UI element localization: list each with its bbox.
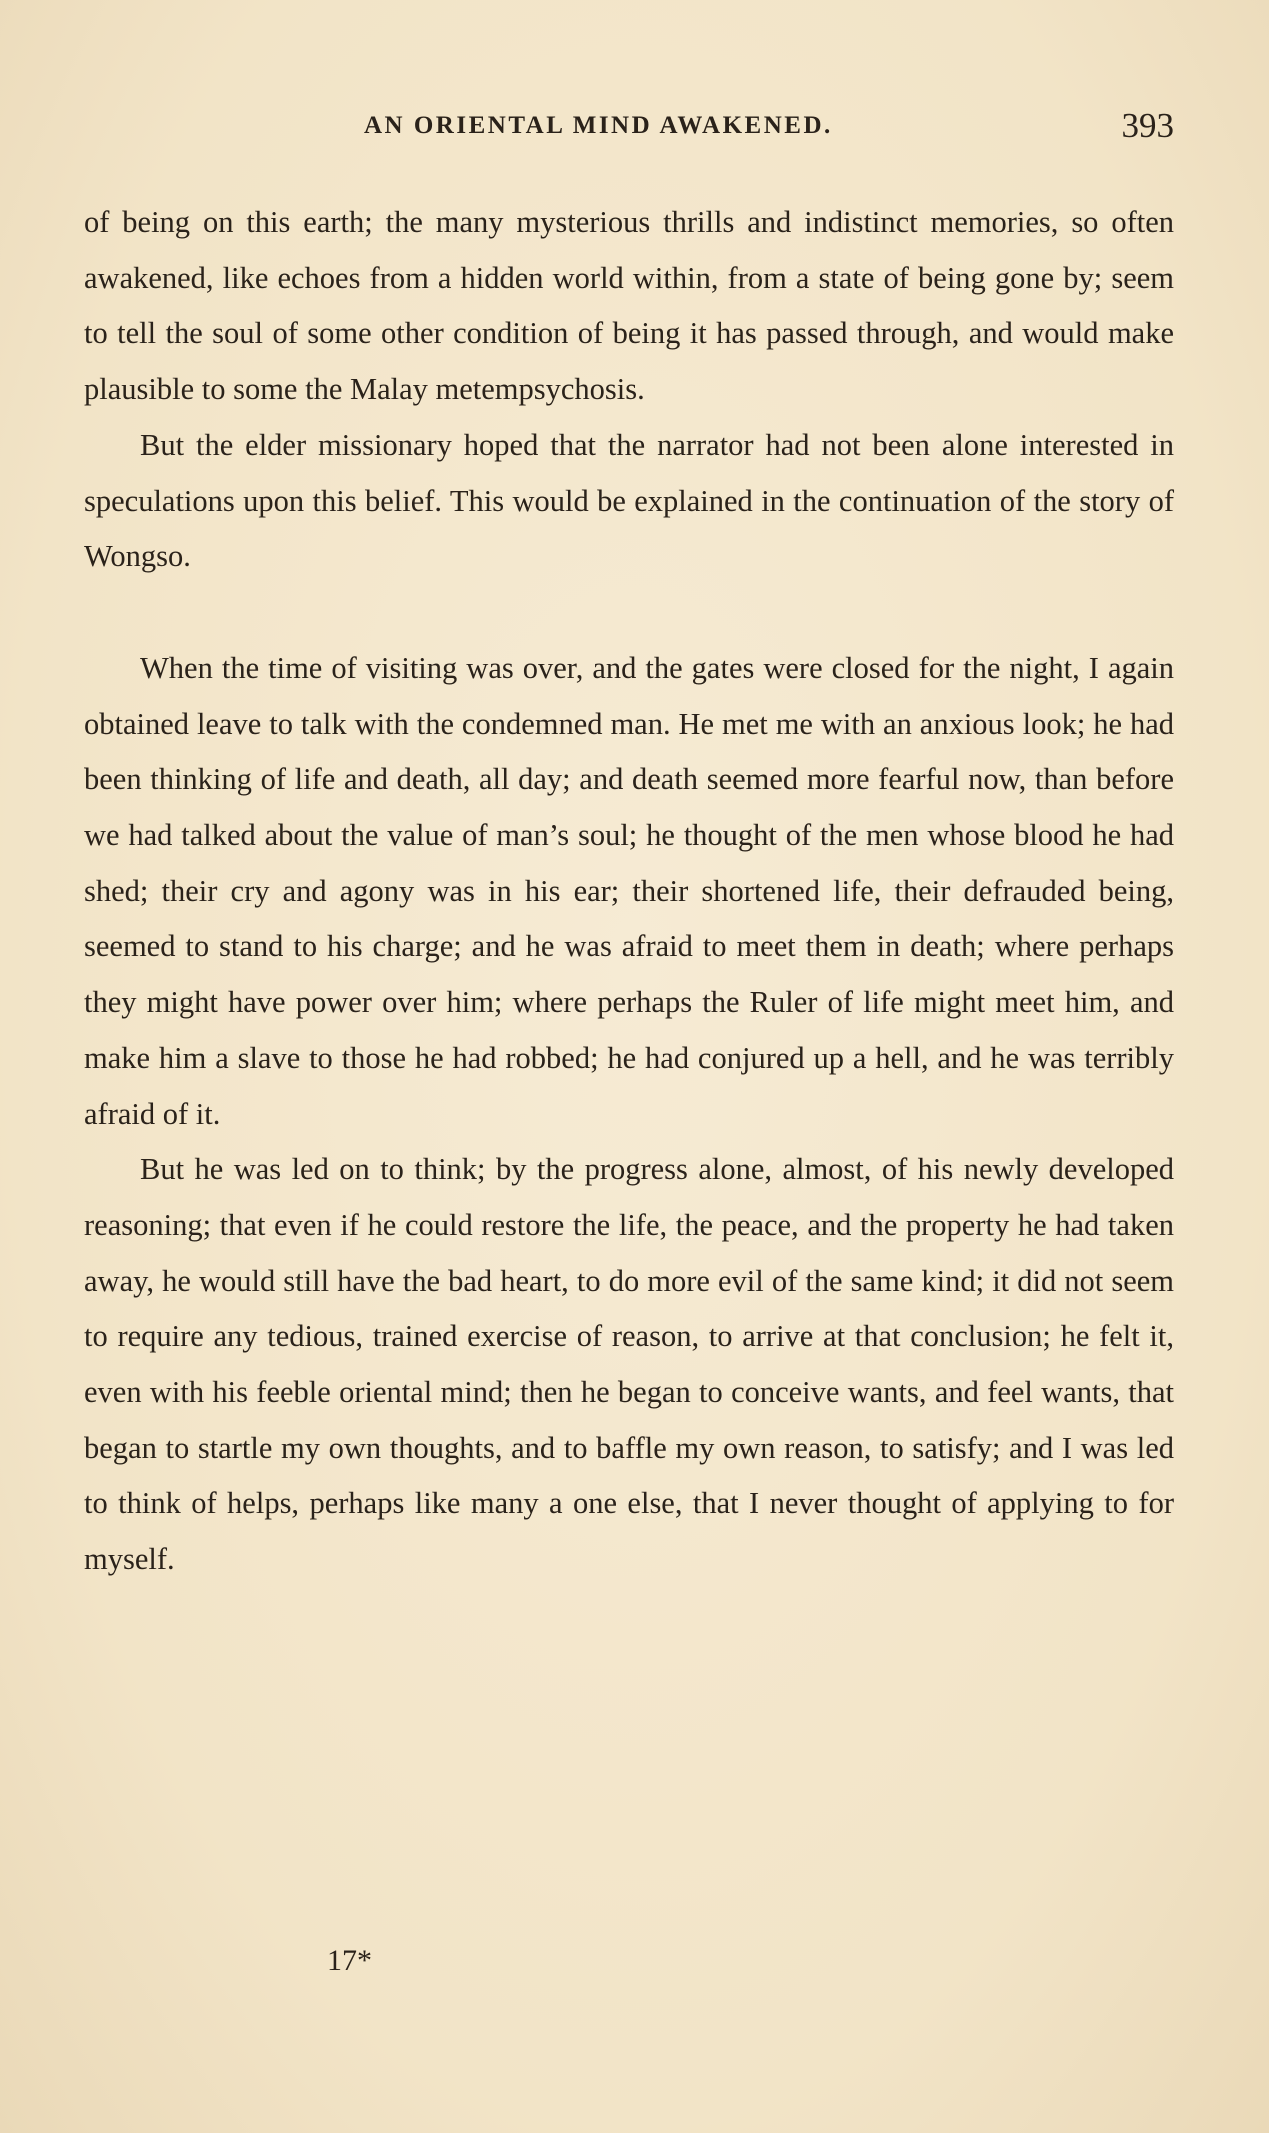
paragraph-elder-missionary: But the elder missionary hoped that the narrator had not been alone interested in speculations upon this belief. This would be explained in the continuation of the story of Wongso. [84,427,1174,574]
running-head [84,106,1174,152]
section-break [84,585,1174,641]
paragraph-continuation: of being on this earth; the many mysterious thrills and indistinct memories, so often awakened, like echoes from a hidden world within, from a state of being gone by; seem to tell the soul of some other condition of being it has passed through, and would make plausible to some the Malay metempsychosis. [84,205,1174,407]
paragraph-led-to-think: But he was led on to think; by the progress alone, almost, of his newly developed reasoning; that even if he could restore the life, the peace, and the property he had taken away, he would still have the bad heart, to do more evil of the same kind; it did not seem to require any tedious, trained exercise of reason, to arrive at that conclusion; he felt it, even with his feeble oriental mind; then he began to conceive wants, and feel wants, that began to startle my own thoughts, and to baffle my own reason, to satisfy; and I was led to think of helps, perhaps like many a one else, that I never thought of applying to for myself. [84,1152,1174,1577]
body-text [84,195,1174,1588]
page-number: 393 [1121,106,1174,145]
running-title: AN ORIENTAL MIND AWAKENED. [364,112,833,139]
paragraph-visiting-time: When the time of visiting was over, and the gates were closed for the night, I again obtained leave to talk with the condemned man. He met me with an anxious look; he had been thinking of life and death, all day; and death seemed more fearful now, than before we had talked about the value of man’s soul; he thought of the men whose blood he had shed; their cry and agony was in his ear; their shortened life, their defrauded being, seemed to stand to his charge; and he was afraid to meet them in death; where perhaps they might have power over him; where perhaps the Ruler of life might meet him, and make him a slave to those he had robbed; he had conjured up a hell, and he was terribly afraid of it. [84,650,1174,1131]
signature-mark: 17* [327,1944,372,1977]
